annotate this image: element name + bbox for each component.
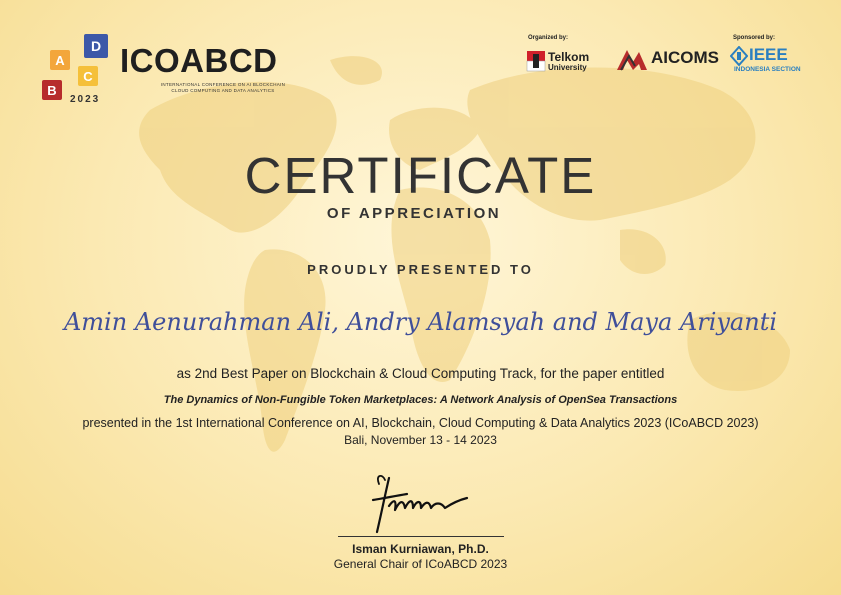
ieee-logo-icon (730, 46, 748, 66)
ieee-name: IEEE (749, 45, 788, 64)
ieee-logo (730, 44, 802, 78)
telkom-sub: University (548, 63, 587, 72)
aicoms-name: AICOMS (651, 48, 719, 67)
paper-title: The Dynamics of Non-Fungible Token Marketplaces: A Network Analysis of OpenSea Transactions (163, 394, 678, 406)
certificate-title: CERTIFICATE (244, 147, 597, 204)
logo-cube-a: A (50, 50, 70, 70)
recipient-names: Amin Aenurahman Ali, Andry Alamsyah and Maya Ariyanti (63, 308, 778, 336)
telkom-logo-icon (526, 50, 546, 72)
ieee-sub: INDONESIA SECTION (734, 66, 801, 73)
place-date: Bali, November 13 - 14 2023 (344, 433, 497, 447)
icoabcd-logo (40, 32, 330, 108)
signature-line (338, 536, 504, 537)
signer-name: Isman Kurniawan, Ph.D. (352, 542, 489, 556)
aicoms-logo-icon (615, 48, 649, 72)
organized-by-label: Organized by: (528, 35, 569, 41)
aicoms-logo (615, 46, 727, 76)
logo-title: ICOABCD (120, 42, 278, 79)
logo-subtitle (128, 82, 318, 93)
presented-to-label: PROUDLY PRESENTED TO (307, 262, 534, 277)
logo-cube-b: B (42, 80, 62, 100)
conference-line: presented in the 1st International Conference on AI, Blockchain, Cloud Computing & Data Analytics 2023 (ICoABCD 2023) (82, 416, 759, 430)
logo-cube-c: C (78, 66, 98, 86)
signer-role: General Chair of ICoABCD 2023 (333, 557, 508, 571)
logo-year: 2023 (70, 94, 101, 105)
certificate-subtitle: OF APPRECIATION (326, 205, 502, 222)
logo-subtitle-line1: INTERNATIONAL CONFERENCE ON AI BLOCKCHAIN (160, 82, 286, 87)
logo-subtitle-line2: CLOUD COMPUTING AND DATA ANALYTICS (171, 87, 275, 93)
handwritten-signature (355, 470, 475, 540)
sponsored-by-label: Sponsored by: (733, 35, 776, 41)
telkom-university-logo (526, 48, 606, 76)
award-line: as 2nd Best Paper on Blockchain & Cloud Computing Track, for the paper entitled (176, 366, 665, 381)
logo-cube-d: D (84, 34, 108, 58)
telkom-name: Telkom (548, 50, 590, 64)
